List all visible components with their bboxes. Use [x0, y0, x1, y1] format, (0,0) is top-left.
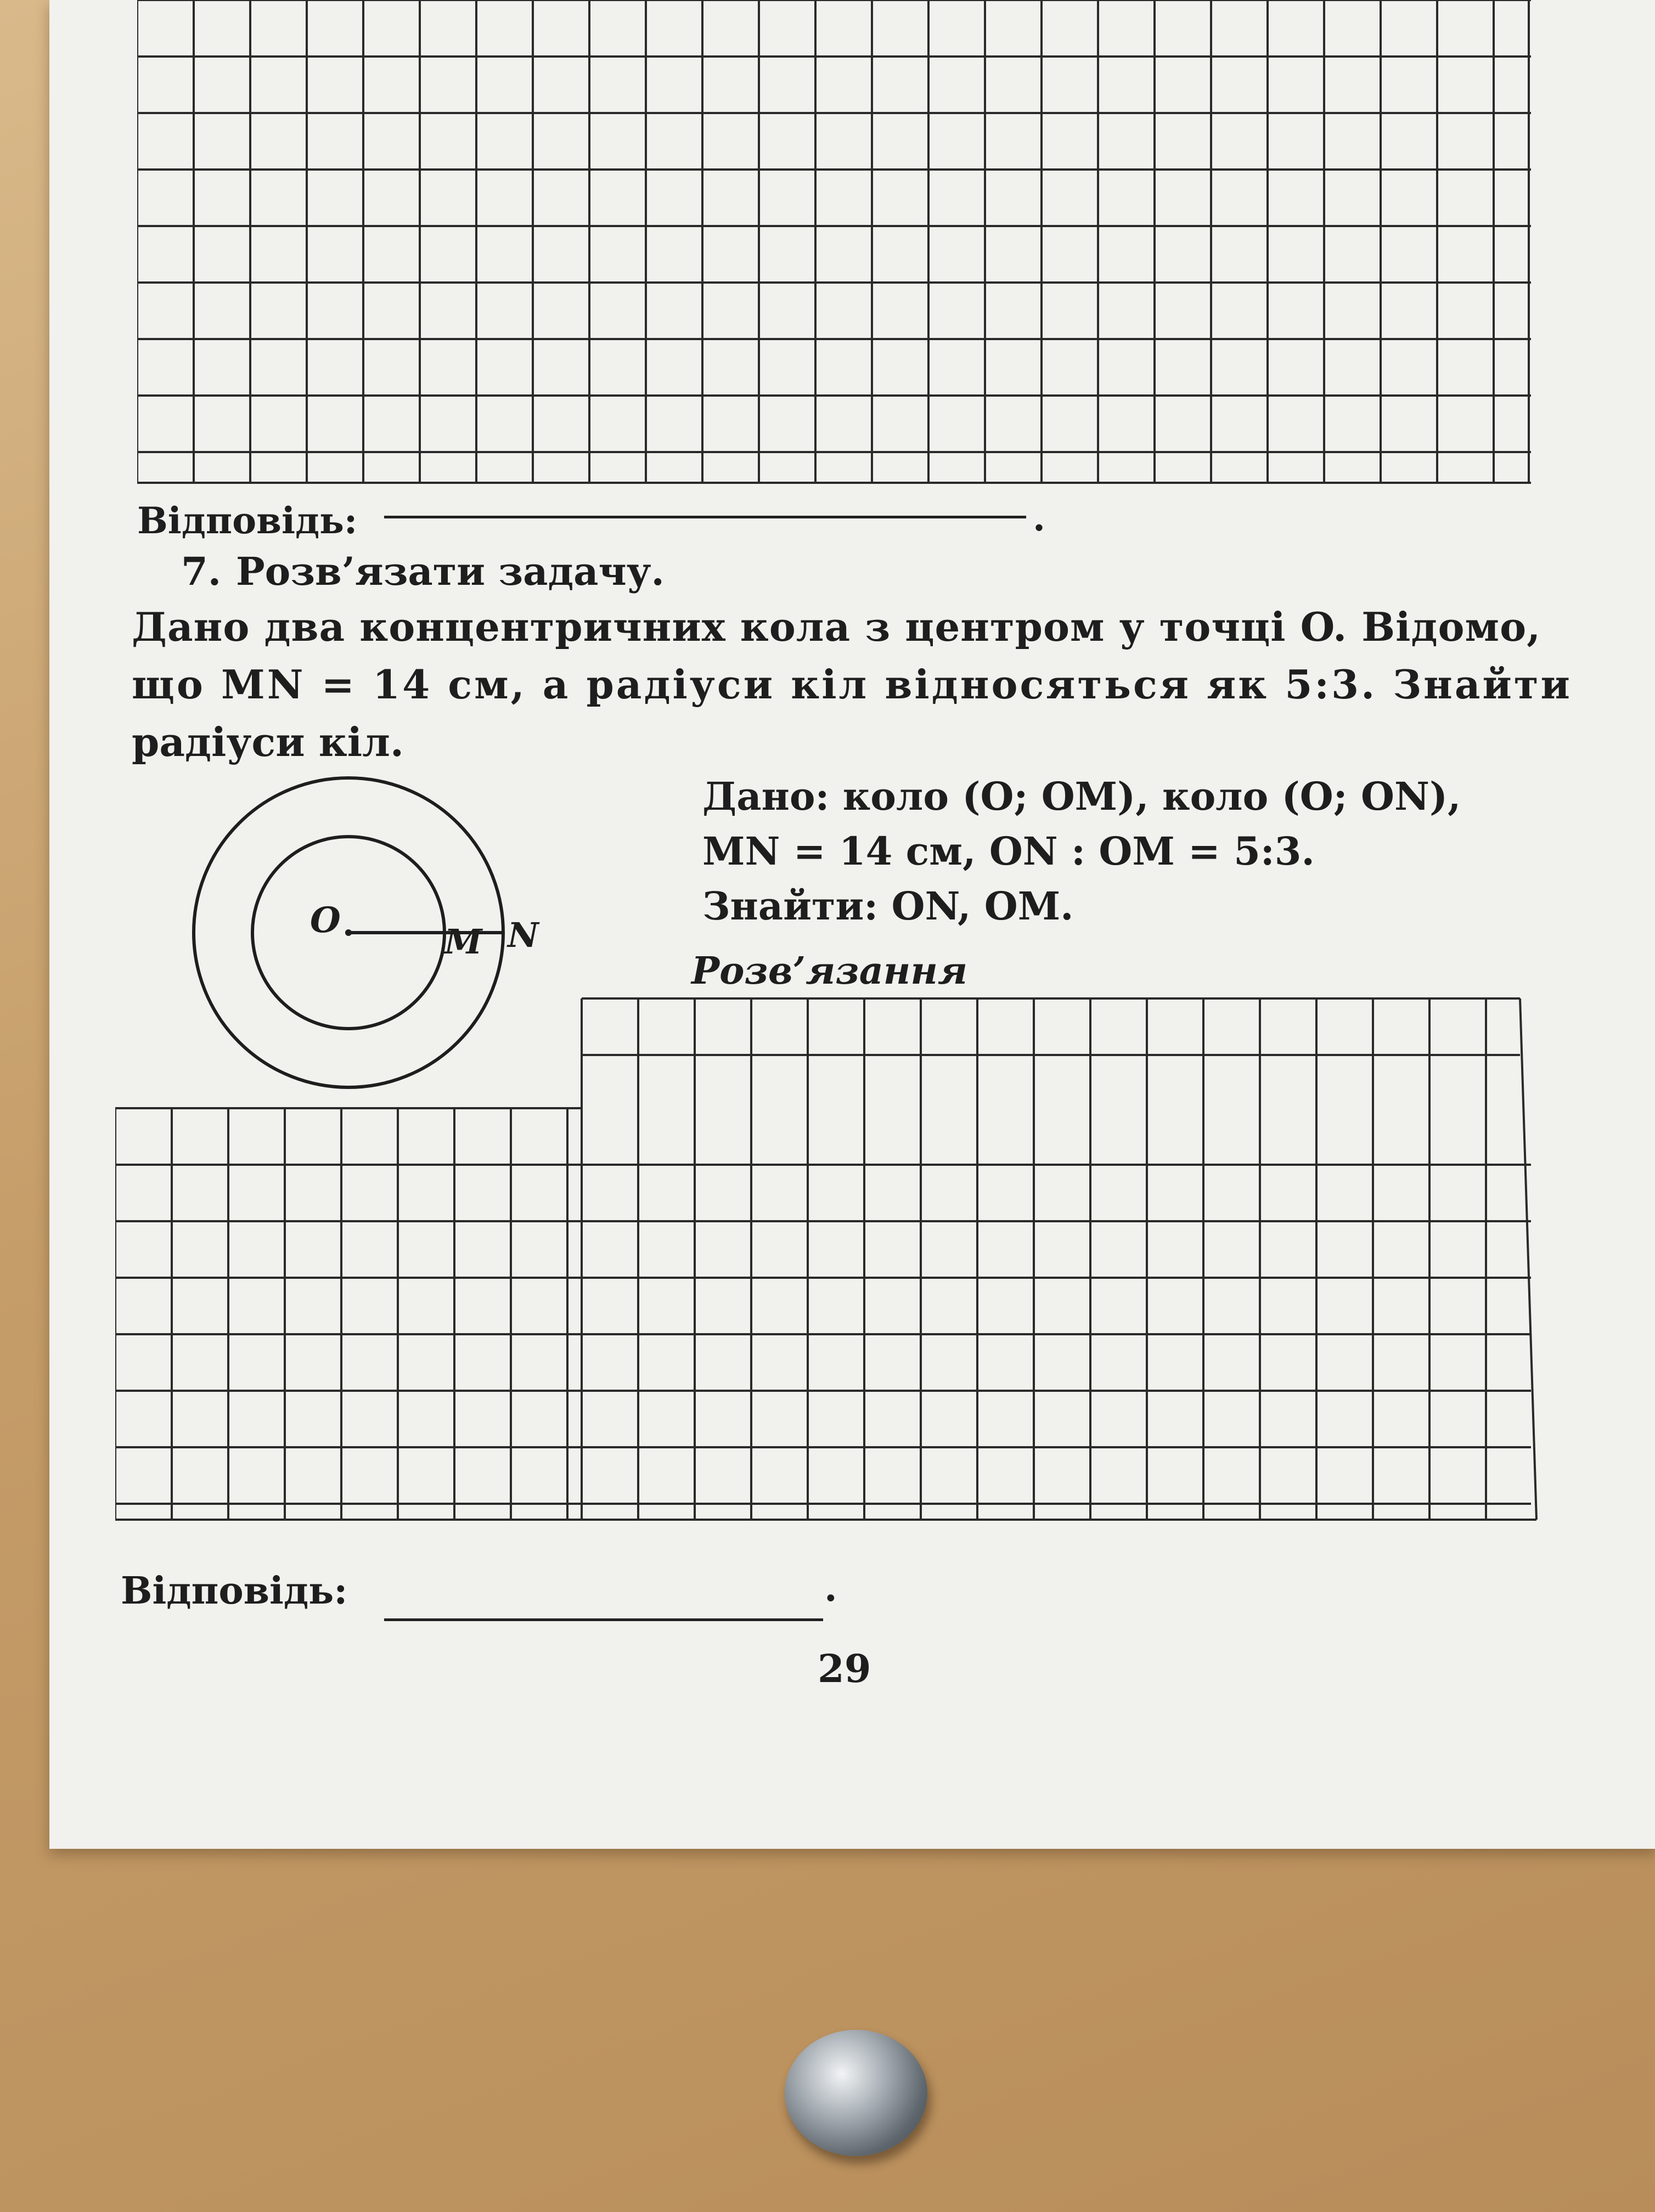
task-text-line-2: що MN = 14 см, а радіуси кіл відносяться як 5:3. Знайти — [132, 661, 1572, 708]
task-number: 7. — [181, 549, 222, 594]
answer-period-top: . — [1033, 496, 1045, 539]
solution-grid — [115, 988, 1608, 1536]
center-point — [345, 929, 352, 936]
answer-line-top[interactable] — [384, 516, 1026, 518]
answer-label-bottom: Відповідь: — [121, 1569, 348, 1613]
answer-line-bottom[interactable] — [384, 1618, 823, 1621]
find-line: Знайти: ON, OM. — [702, 883, 1074, 929]
top-answer-grid — [137, 0, 1531, 494]
solution-heading: Розв’язання — [691, 949, 968, 993]
task-text-line-3: радіуси кіл. — [132, 719, 404, 765]
label-o: O — [310, 900, 341, 941]
page-number: 29 — [818, 1646, 871, 1691]
thumbtack — [785, 2030, 927, 2156]
given-line-2: MN = 14 см, ON : OM = 5:3. — [702, 828, 1315, 874]
answer-label-top: Відповідь: — [137, 499, 358, 542]
label-m: M — [444, 922, 482, 962]
answer-period-bottom: . — [824, 1566, 837, 1610]
label-n: N — [508, 915, 539, 955]
task-instruction: Розв’язати задачу. — [236, 549, 665, 594]
workbook-page — [49, 0, 1655, 1849]
given-line-1: Дано: коло (O; OM), коло (O; ON), — [702, 774, 1461, 819]
task-text-line-1: Дано два концентричних кола з центром у точці O. Відомо, — [132, 603, 1541, 650]
